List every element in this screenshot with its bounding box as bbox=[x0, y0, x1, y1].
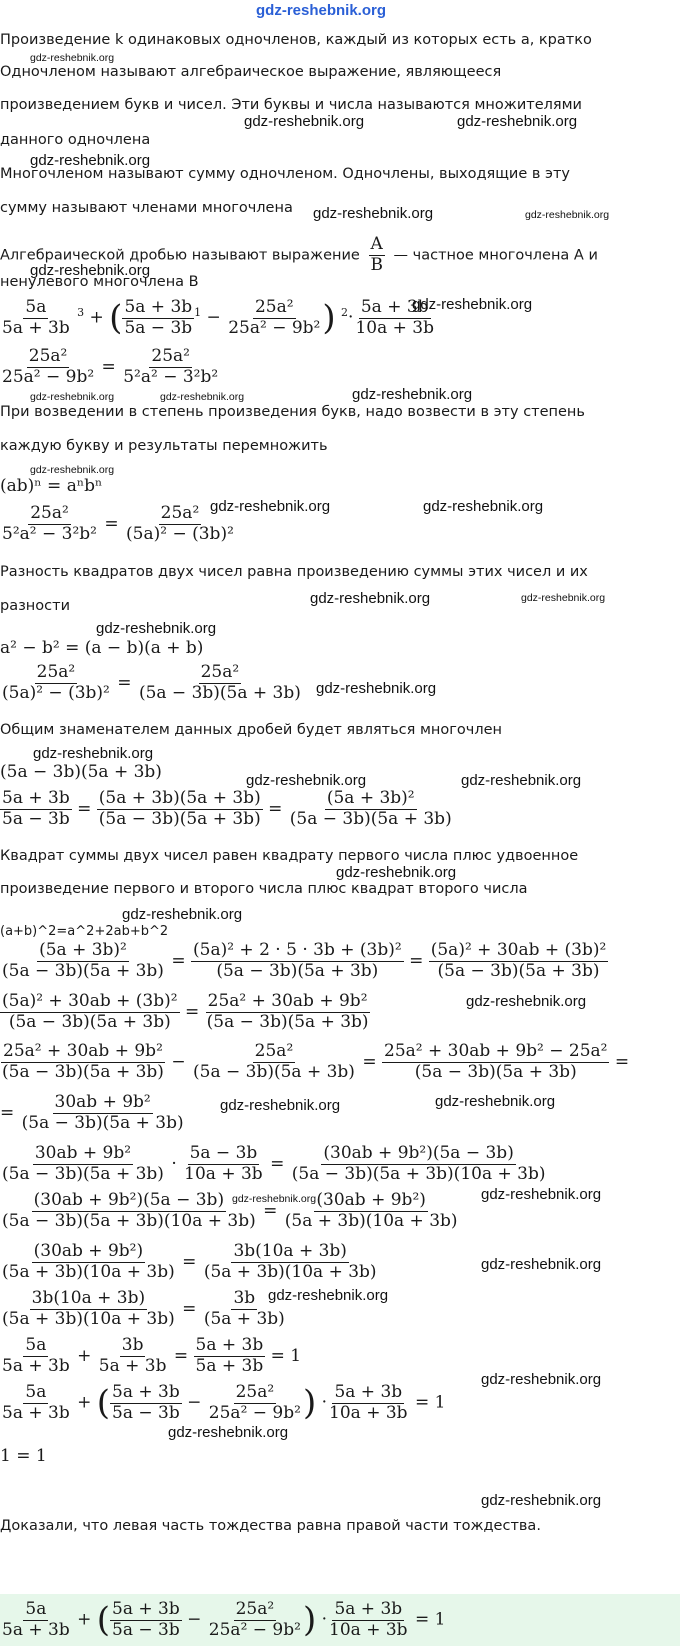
watermark: gdz-reshebnik.org bbox=[96, 620, 217, 637]
text-power-rule: При возведении в степень произведения букв, надо возвести в эту степень bbox=[0, 404, 585, 420]
watermark: gdz-reshebnik.org bbox=[521, 592, 606, 604]
watermark: gdz-reshebnik.org bbox=[316, 680, 437, 697]
text-polynomial-def-2: сумму называют членами многочлена bbox=[0, 200, 293, 216]
fraction-a-over-b bbox=[368, 236, 385, 275]
text-monomial-def-2: произведением букв и чисел. Эти буквы и числа называются множителями bbox=[0, 97, 582, 113]
math-step-18: $\frac{5a}{5a + 3b}$ + $\frac{3b}{5a + 3b}$ = $\frac{5a + 3b}{5a + 3b}$ = 1 bbox=[2, 1335, 302, 1376]
watermark: gdz-reshebnik.org bbox=[220, 1097, 341, 1114]
math-original-expression: $\frac{5a}{5a + 3b}$ $^3$ + ( $\frac{5a + 3b}{5a - 3b}$ $^1$ − $\frac{\text{25a²}}{\text{25a² − 9b²}}$ ) $^2$· $\frac{5a + 3b}{10a + 3b}$ bbox=[2, 296, 434, 338]
watermark: gdz-reshebnik.org bbox=[210, 498, 331, 515]
watermark: gdz-reshebnik.org bbox=[336, 864, 457, 881]
watermark: gdz-reshebnik.org bbox=[30, 262, 151, 279]
watermark: gdz-reshebnik.org bbox=[30, 152, 151, 169]
text-square-sum-2: произведение первого и второго числа плюс квадрат второго числа bbox=[0, 881, 528, 897]
math-step-14: $\frac{\text{30ab + 9b²}}{(5a - 3b)(5a + 3b)}$ · $\frac{5a - 3b}{10a + 3b}$ = $\frac{\text{(30ab + 9b²)(5a − 3b)}}{(5a - 3b)(5a + 3b)(10a + 3b)}$ bbox=[2, 1143, 546, 1184]
watermark: gdz-reshebnik.org bbox=[435, 1093, 556, 1110]
watermark: gdz-reshebnik.org bbox=[481, 1371, 602, 1388]
math-square-sum-formula: (a+b)^2=a^2+2ab+b^2 bbox=[0, 924, 169, 939]
math-step-17: $\frac{3b(10a + 3b)}{(5a + 3b)(10a + 3b)}$ = $\frac{3b}{(5a + 3b)}$ bbox=[2, 1288, 285, 1329]
math-step-12: $\frac{\text{25a² + 30ab + 9b²}}{(5a - 3b)(5a + 3b)}$ − $\frac{\text{25a²}}{(5a - 3b)(5a + 3b)}$ = $\frac{\text{25a² + 30ab + 9b² − 25a²}}{(5a - 3b)(5a + 3b)}$ = bbox=[2, 1041, 630, 1082]
math-step-13: = $\frac{\text{30ab + 9b²}}{(5a - 3b)(5a + 3b)}$ bbox=[0, 1092, 184, 1133]
site-title: gdz-reshebnik.org bbox=[256, 2, 387, 19]
math-diff-squares-formula: a² − b² = (a − b)(a + b) bbox=[0, 638, 204, 658]
watermark: gdz-reshebnik.org bbox=[352, 386, 473, 403]
watermark: gdz-reshebnik.org bbox=[525, 209, 610, 221]
text-fraction-def-tail: — частное многочлена A и bbox=[393, 247, 598, 264]
text-conclusion: Доказали, что левая часть тождества равна правой части тождества. bbox=[0, 1518, 541, 1534]
watermark: gdz-reshebnik.org bbox=[244, 113, 365, 130]
text-diff-squares: Разность квадратов двух чисел равна произведению суммы этих чисел и их bbox=[0, 564, 588, 580]
text-monomial-def-3: данного одночлена bbox=[0, 132, 151, 148]
fraction-numerator: A bbox=[370, 234, 383, 254]
math-step-15: $\frac{\text{(30ab + 9b²)(5a − 3b)}}{(5a - 3b)(5a + 3b)(10a + 3b)}$ = $\frac{\text{(30ab + 9b²)}}{(5a + 3b)(10a + 3b)}$ bbox=[2, 1190, 458, 1231]
math-result: 1 = 1 bbox=[0, 1446, 47, 1466]
watermark: gdz-reshebnik.org bbox=[30, 52, 115, 64]
watermark: gdz-reshebnik.org bbox=[246, 772, 367, 789]
watermark: gdz-reshebnik.org bbox=[122, 906, 243, 923]
watermark: gdz-reshebnik.org bbox=[160, 391, 245, 403]
watermark: gdz-reshebnik.org bbox=[466, 993, 587, 1010]
math-step-10: $\frac{\text{(5a + 3b)²}}{(5a - 3b)(5a + 3b)}$ = $\frac{\text{(5a)² + 2 · 5 · 3b + (3b)²}}{(5a - 3b)(5a + 3b)}$ = $\frac{\text{(5a)² + 30ab + (3b)²}}{(5a - 3b)(5a + 3b)}$ bbox=[2, 940, 607, 981]
watermark: gdz-reshebnik.org bbox=[168, 1424, 289, 1441]
text-product-monomials: Произведение k одинаковых одночленов, каждый из которых есть а, кратко bbox=[0, 32, 592, 48]
math-common-denominator: (5a − 3b)(5a + 3b) bbox=[0, 762, 162, 782]
math-step-19: $\frac{5a}{5a + 3b}$ + ( $\frac{5a + 3b}{5a - 3b}$ − $\frac{\text{25a²}}{\text{25a² − 9b²}}$ ) · $\frac{5a + 3b}{10a + 3b}$ = 1 bbox=[2, 1381, 446, 1423]
text-fraction-def-2: ненулевого многочлена B bbox=[0, 274, 199, 290]
text-square-sum: Квадрат суммы двух чисел равен квадрату первого числа плюс удвоенное bbox=[0, 848, 579, 864]
watermark: gdz-reshebnik.org bbox=[313, 205, 434, 222]
fraction-denominator: B bbox=[370, 254, 383, 275]
math-power-formula: (ab)ⁿ = aⁿbⁿ bbox=[0, 476, 103, 496]
watermark: gdz-reshebnik.org bbox=[310, 590, 431, 607]
math-step-08: $\frac{5a + 3b}{5a - 3b}$ = $\frac{(5a + 3b)(5a + 3b)}{(5a - 3b)(5a + 3b)}$ = $\frac{\text{(5a + 3b)²}}{(5a - 3b)(5a + 3b)}$ bbox=[2, 788, 452, 829]
text-polynomial-def: Многочленом называют сумму одночленом. Одночлены, выходящие в эту bbox=[0, 166, 570, 182]
text-diff-squares-2: разности bbox=[0, 598, 70, 614]
math-final-identity: $\frac{5a}{5a + 3b}$ + ( $\frac{5a + 3b}{5a - 3b}$ − $\frac{\text{25a²}}{\text{25a² − 9b²}}$ ) · $\frac{5a + 3b}{10a + 3b}$ = 1 bbox=[2, 1598, 446, 1640]
math-step-04: $\frac{\text{25a²}}{\text{5²a² − 3²b²}}$ = $\frac{\text{25a²}}{\text{(5a)² − (3b)²}}$ bbox=[2, 503, 234, 544]
watermark: gdz-reshebnik.org bbox=[412, 296, 533, 313]
text-power-rule-2: каждую букву и результаты перемножить bbox=[0, 438, 328, 454]
watermark: gdz-reshebnik.org bbox=[481, 1256, 602, 1273]
watermark: gdz-reshebnik.org bbox=[481, 1186, 602, 1203]
watermark: gdz-reshebnik.org bbox=[481, 1492, 602, 1509]
watermark: gdz-reshebnik.org bbox=[33, 745, 154, 762]
math-step-02: $\frac{\text{25a²}}{\text{25a² − 9b²}}$ = $\frac{\text{25a²}}{\text{5²a² − 3²b²}}$ bbox=[2, 346, 219, 387]
text-fraction-def-label: Алгебраической дробью называют выражение bbox=[0, 247, 360, 264]
text-common-denominator: Общим знаменателем данных дробей будет являться многочлен bbox=[0, 722, 502, 738]
watermark: gdz-reshebnik.org bbox=[30, 464, 115, 476]
math-step-11: $\frac{\text{(5a)² + 30ab + (3b)²}}{(5a - 3b)(5a + 3b)}$ = $\frac{\text{25a² + 30ab + 9b²}}{(5a - 3b)(5a + 3b)}$ bbox=[2, 991, 369, 1032]
watermark: gdz-reshebnik.org bbox=[30, 391, 115, 403]
watermark: gdz-reshebnik.org bbox=[268, 1287, 389, 1304]
math-step-16: $\frac{\text{(30ab + 9b²)}}{(5a + 3b)(10a + 3b)}$ = $\frac{3b(10a + 3b)}{(5a + 3b)(10a + 3b)}$ bbox=[2, 1241, 377, 1282]
watermark: gdz-reshebnik.org bbox=[461, 772, 582, 789]
math-step-06: $\frac{\text{25a²}}{\text{(5a)² − (3b)²}}$ = $\frac{\text{25a²}}{(5a - 3b)(5a + 3b)}$ bbox=[2, 662, 301, 703]
text-monomial-def: Одночленом называют алгебраическое выражение, являющееся bbox=[0, 64, 502, 80]
watermark: gdz-reshebnik.org bbox=[232, 1193, 317, 1205]
watermark: gdz-reshebnik.org bbox=[423, 498, 544, 515]
watermark: gdz-reshebnik.org bbox=[457, 113, 578, 130]
